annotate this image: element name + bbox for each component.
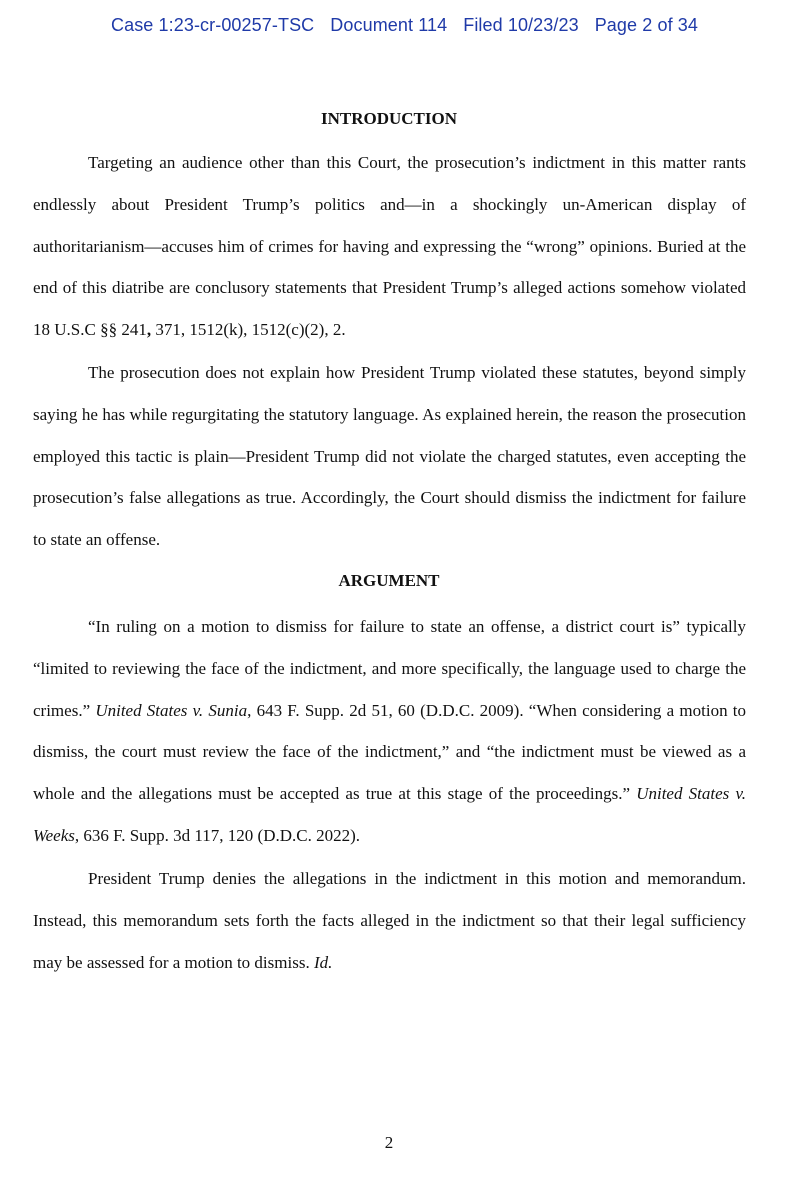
ecf-header — [0, 15, 809, 36]
paragraph-4 — [33, 858, 746, 983]
introduction-heading: INTRODUCTION — [320, 109, 458, 128]
p1-bold-comma: , — [146, 320, 152, 340]
p4-text-a: President Trump denies the allegations in the indictment in this motion and memorandum. Instead, this memorandum sets forth the facts alleged in the indictment so that their legal sufficiency may be assessed for a motion to dismiss. — [33, 869, 746, 972]
paragraph-3 — [33, 606, 746, 857]
p1-text-a: Targeting an audience other than this Court, the prosecution’s indictment in this matter rants endlessly about President Trump’s politics and—in a shockingly un-American display of authoritarianism—accuses him of crimes for having and expressing the “wrong” opinions. Buried at the end of this diatribe are conclusory statements that President Trump’s alleged actions somehow violated 18 U.S.C §§ 241 — [33, 153, 746, 340]
page-number: 2 — [384, 1133, 394, 1152]
paragraph-1 — [33, 142, 746, 351]
case-number: Case 1:23-cr-00257-TSC — [110, 15, 315, 35]
paragraph-2 — [33, 352, 746, 561]
id-citation: Id. — [313, 952, 333, 972]
p1-text-b: 371, 1512(k), 1512(c)(2), 2. — [151, 320, 346, 340]
p3-text-c: , 636 F. Supp. 3d 117, 120 (D.D.C. 2022). — [74, 825, 360, 845]
case-citation-sunia: United States v. Sunia — [95, 700, 248, 720]
case-citation-weeks: United States v. Weeks — [33, 784, 746, 845]
argument-heading: ARGUMENT — [338, 571, 440, 590]
p3-text-a: “In ruling on a motion to dismiss for failure to state an offense, a district court is” typically “limited to reviewing the face of the indictment, and more specifically, the language used to charge the crimes.” — [33, 617, 746, 720]
document-number: Document 114 — [330, 15, 448, 35]
filed-date: Filed 10/23/23 — [463, 15, 579, 35]
page-count: Page 2 of 34 — [594, 15, 698, 35]
p2-text: The prosecution does not explain how President Trump violated these statutes, beyond simply saying he has while regurgitating the statutory language. As explained herein, the reason the prosecution employed this tactic is plain—President Trump did not violate the charged statutes, even accepting the prosecution’s false allegations as true. Accordingly, the Court should dismiss the indictment for failure to state an offense. — [33, 363, 746, 550]
p3-text-b: , 643 F. Supp. 2d 51, 60 (D.D.C. 2009). “When considering a motion to dismiss, the court must review the face of the indictment,” and “the indictment must be viewed as a whole and the allegations must be accepted as true at this stage of the proceedings.” — [33, 700, 747, 804]
